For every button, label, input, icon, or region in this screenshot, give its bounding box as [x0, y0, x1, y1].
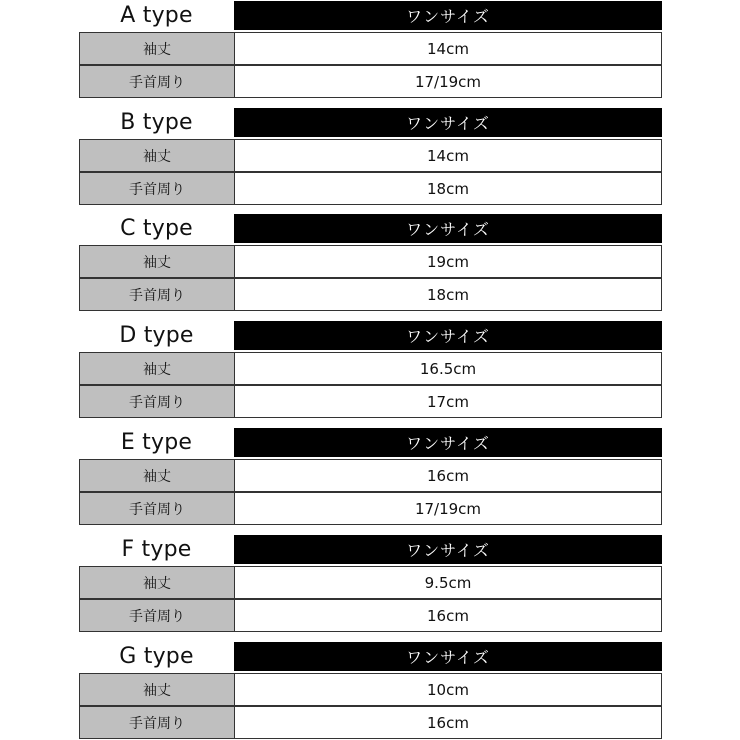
size-table-b [79, 108, 662, 205]
table-row [79, 385, 662, 418]
row-value: 16cm [235, 460, 661, 491]
size-header: ワンサイズ [234, 321, 662, 350]
row-value: 17/19cm [235, 66, 661, 97]
table-row [79, 245, 662, 278]
size-table-e [79, 428, 662, 525]
type-title: F type [121, 537, 192, 562]
size-table-f [79, 535, 662, 632]
row-value: 17/19cm [235, 493, 661, 524]
row-label: 手首周り [80, 493, 235, 524]
type-title: C type [120, 216, 193, 241]
row-label: 袖丈 [80, 33, 235, 64]
row-label: 手首周り [80, 66, 235, 97]
size-table-c [79, 214, 662, 311]
row-value: 17cm [235, 386, 661, 417]
type-title: B type [120, 110, 193, 135]
size-header: ワンサイズ [234, 108, 662, 137]
row-label: 袖丈 [80, 353, 235, 384]
row-label: 手首周り [80, 707, 235, 738]
size-header: ワンサイズ [234, 1, 662, 30]
size-table-a [79, 1, 662, 98]
type-title: G type [119, 644, 194, 669]
table-row [79, 278, 662, 311]
table-row [79, 566, 662, 599]
table-row [79, 139, 662, 172]
row-value: 19cm [235, 246, 661, 277]
row-value: 16.5cm [235, 353, 661, 384]
table-row [79, 599, 662, 632]
row-label: 手首周り [80, 386, 235, 417]
size-table-g [79, 642, 662, 739]
row-value: 18cm [235, 173, 661, 204]
row-label: 袖丈 [80, 567, 235, 598]
row-value: 16cm [235, 600, 661, 631]
size-table-d [79, 321, 662, 418]
size-header: ワンサイズ [234, 642, 662, 671]
type-title: A type [120, 3, 193, 28]
table-row [79, 673, 662, 706]
table-row [79, 706, 662, 739]
size-header: ワンサイズ [234, 428, 662, 457]
row-value: 18cm [235, 279, 661, 310]
row-label: 袖丈 [80, 460, 235, 491]
row-label: 手首周り [80, 173, 235, 204]
table-row [79, 172, 662, 205]
table-row [79, 459, 662, 492]
row-label: 手首周り [80, 600, 235, 631]
row-label: 袖丈 [80, 246, 235, 277]
type-title: E type [120, 430, 193, 455]
type-title: D type [119, 323, 194, 348]
table-row [79, 352, 662, 385]
row-label: 手首周り [80, 279, 235, 310]
row-value: 14cm [235, 140, 661, 171]
row-label: 袖丈 [80, 140, 235, 171]
table-row [79, 492, 662, 525]
row-value: 10cm [235, 674, 661, 705]
table-row [79, 32, 662, 65]
table-row [79, 65, 662, 98]
size-header: ワンサイズ [234, 214, 662, 243]
size-header: ワンサイズ [234, 535, 662, 564]
row-value: 14cm [235, 33, 661, 64]
row-value: 16cm [235, 707, 661, 738]
row-value: 9.5cm [235, 567, 661, 598]
row-label: 袖丈 [80, 674, 235, 705]
